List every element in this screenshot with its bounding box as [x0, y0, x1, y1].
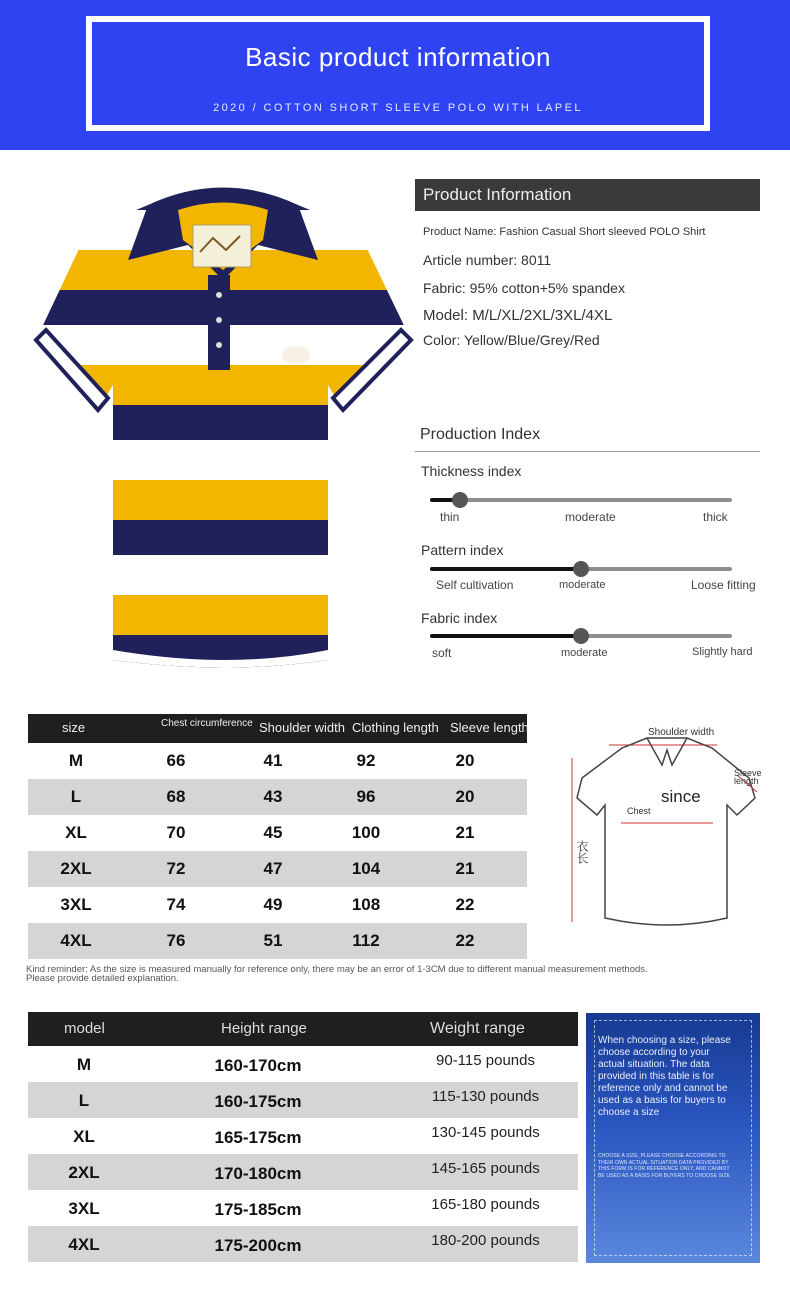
- diagram-shoulder-label: Shoulder width: [648, 727, 715, 738]
- table-row: [28, 779, 527, 815]
- color-info: Color: Yellow/Blue/Grey/Red: [423, 332, 600, 348]
- fabric-tick-low: soft: [432, 646, 452, 660]
- thickness-index-knob: [452, 492, 468, 508]
- table-cell: 160-175cm: [214, 1092, 302, 1111]
- table-cell: 90-115 pounds: [436, 1052, 535, 1069]
- table-cell: 41: [263, 751, 283, 770]
- table-cell: 20: [455, 787, 475, 806]
- pattern-tick-low: Self cultivation: [436, 578, 514, 592]
- pattern-index-fill: [430, 567, 581, 571]
- thickness-index-label: Thickness index: [421, 463, 522, 479]
- table-cell: 45: [263, 823, 283, 842]
- fabric-info: Fabric: 95% cotton+5% spandex: [423, 280, 625, 296]
- table-row: [28, 1118, 578, 1154]
- fabric-index-bar: [430, 634, 732, 638]
- col-size: size: [62, 720, 86, 735]
- weight-table-header: [28, 1012, 578, 1046]
- table-cell: 21: [455, 823, 475, 842]
- table-cell: 96: [356, 787, 376, 806]
- table-cell: 43: [263, 787, 283, 806]
- table-cell: 104: [351, 859, 381, 878]
- pattern-tick-mid: moderate: [559, 579, 606, 591]
- polo-shirt-image: [28, 170, 418, 670]
- header-banner: [0, 0, 790, 150]
- table-cell: 20: [455, 751, 475, 770]
- col-shoulder: Shoulder width: [259, 720, 345, 735]
- table-cell: L: [70, 787, 82, 806]
- table-cell: 4XL: [60, 931, 92, 950]
- table-cell: 165-180 pounds: [431, 1196, 540, 1213]
- table-cell: M: [68, 751, 84, 770]
- pattern-tick-high: Loose fitting: [691, 578, 756, 592]
- table-row: [28, 1226, 578, 1262]
- table-cell: 72: [166, 859, 186, 878]
- table-cell: 21: [455, 859, 475, 878]
- banner-subtitle: 2020 / COTTON SHORT SLEEVE POLO WITH LAPEL: [213, 102, 583, 114]
- size-advice-card: [586, 1013, 760, 1263]
- article-number: Article number: 8011: [423, 252, 552, 268]
- card-text: When choosing a size, please choose according to your actual situation. The data provided in this table is for reference only and cannot be used as a basis for buyers to choose a size: [598, 1035, 731, 1118]
- table-row: [28, 1046, 578, 1082]
- table-cell: 22: [455, 895, 475, 914]
- size-table-header: [28, 714, 527, 743]
- table-cell: 3XL: [68, 1199, 100, 1218]
- col-chest: Chest circumference: [161, 718, 253, 729]
- card-fine-print: CHOOSE A SIZE, PLEASE CHOOSE ACCORDING TO THEIR OWN ACTUAL SITUATION DATA PROVIDED BY THIS FORM IS FOR REFERENCE ONLY, AND CANNOT BE USED AS A BASIS FOR BUYERS TO CHOOSE SIZE: [598, 1153, 731, 1179]
- table-cell: 70: [166, 823, 186, 842]
- pattern-index-knob: [573, 561, 589, 577]
- col-length: Clothing length: [352, 720, 439, 735]
- col-weight: Weight range: [430, 1020, 525, 1037]
- col-model: model: [64, 1020, 105, 1037]
- table-cell: M: [76, 1055, 92, 1074]
- thickness-tick-mid: moderate: [565, 510, 616, 524]
- kind-reminder-note: [26, 965, 766, 983]
- kind-reminder-line1: Kind reminder: As the size is measured manually for reference only, there may be an error of 1-3CM due to different manual measurement methods.: [26, 964, 648, 975]
- col-sleeve: Sleeve length: [450, 720, 529, 735]
- diagram-since-label: since: [661, 787, 701, 806]
- table-row: [28, 887, 527, 923]
- production-index-title: Production Index: [420, 426, 541, 443]
- pattern-index-label: Pattern index: [421, 542, 504, 558]
- table-cell: 51: [263, 931, 283, 950]
- table-cell: 115-130 pounds: [431, 1088, 540, 1105]
- table-cell: 74: [166, 895, 186, 914]
- measurement-diagram: [567, 720, 777, 935]
- kind-reminder-line2: Please provide detailed explanation.: [26, 973, 179, 984]
- thickness-index-bar: [430, 498, 732, 502]
- table-cell: 108: [351, 895, 381, 914]
- thickness-tick-high: thick: [703, 510, 728, 524]
- table-cell: 92: [356, 751, 376, 770]
- col-height: Height range: [221, 1020, 307, 1037]
- table-cell: 3XL: [60, 895, 92, 914]
- table-cell: 170-180cm: [214, 1164, 302, 1183]
- diagram-sleeve-label: Sleeve length: [734, 768, 762, 786]
- table-cell: 66: [166, 751, 186, 770]
- size-table: [28, 714, 527, 959]
- table-cell: 165-175cm: [214, 1128, 302, 1147]
- table-cell: 47: [263, 859, 283, 878]
- fabric-tick-mid: moderate: [561, 647, 608, 659]
- table-row: [28, 815, 527, 851]
- table-cell: 112: [352, 931, 380, 950]
- table-cell: 68: [166, 787, 186, 806]
- table-cell: 145-165 pounds: [431, 1160, 540, 1177]
- table-row: [28, 1082, 578, 1118]
- fabric-index-fill: [430, 634, 581, 638]
- table-cell: 2XL: [60, 859, 92, 878]
- table-cell: 130-145 pounds: [431, 1124, 540, 1141]
- table-cell: 2XL: [68, 1163, 100, 1182]
- banner-frame: [86, 16, 710, 131]
- weight-table: [28, 1012, 578, 1262]
- fabric-tick-high: Slightly hard: [692, 646, 753, 658]
- table-cell: 160-170cm: [214, 1056, 302, 1075]
- table-cell: XL: [73, 1127, 95, 1146]
- table-cell: XL: [65, 823, 87, 842]
- table-row: [28, 743, 527, 779]
- product-information-header: Product Information: [415, 179, 760, 211]
- table-row: [28, 1190, 578, 1226]
- table-row: [28, 923, 527, 959]
- fabric-index-knob: [573, 628, 589, 644]
- table-cell: 49: [263, 895, 283, 914]
- product-name: Product Name: Fashion Casual Short sleeved POLO Shirt: [423, 226, 706, 238]
- divider: [415, 451, 760, 452]
- table-cell: 175-185cm: [214, 1200, 302, 1219]
- table-cell: 76: [166, 931, 186, 950]
- table-row: [28, 851, 527, 887]
- table-cell: 100: [351, 823, 381, 842]
- table-cell: 4XL: [68, 1235, 100, 1254]
- diagram-chest-label: Chest: [627, 806, 651, 816]
- banner-title: Basic product information: [245, 42, 551, 72]
- table-cell: 180-200 pounds: [431, 1232, 540, 1249]
- table-row: [28, 1154, 578, 1190]
- table-cell: 175-200cm: [214, 1236, 302, 1255]
- pattern-index-bar: [430, 567, 732, 571]
- table-cell: 22: [455, 931, 475, 950]
- fabric-index-label: Fabric index: [421, 610, 498, 626]
- diagram-length-label: 衣长: [575, 840, 589, 864]
- thickness-tick-low: thin: [440, 510, 460, 524]
- model-info: Model: M/L/XL/2XL/3XL/4XL: [423, 307, 613, 324]
- table-cell: L: [78, 1091, 90, 1110]
